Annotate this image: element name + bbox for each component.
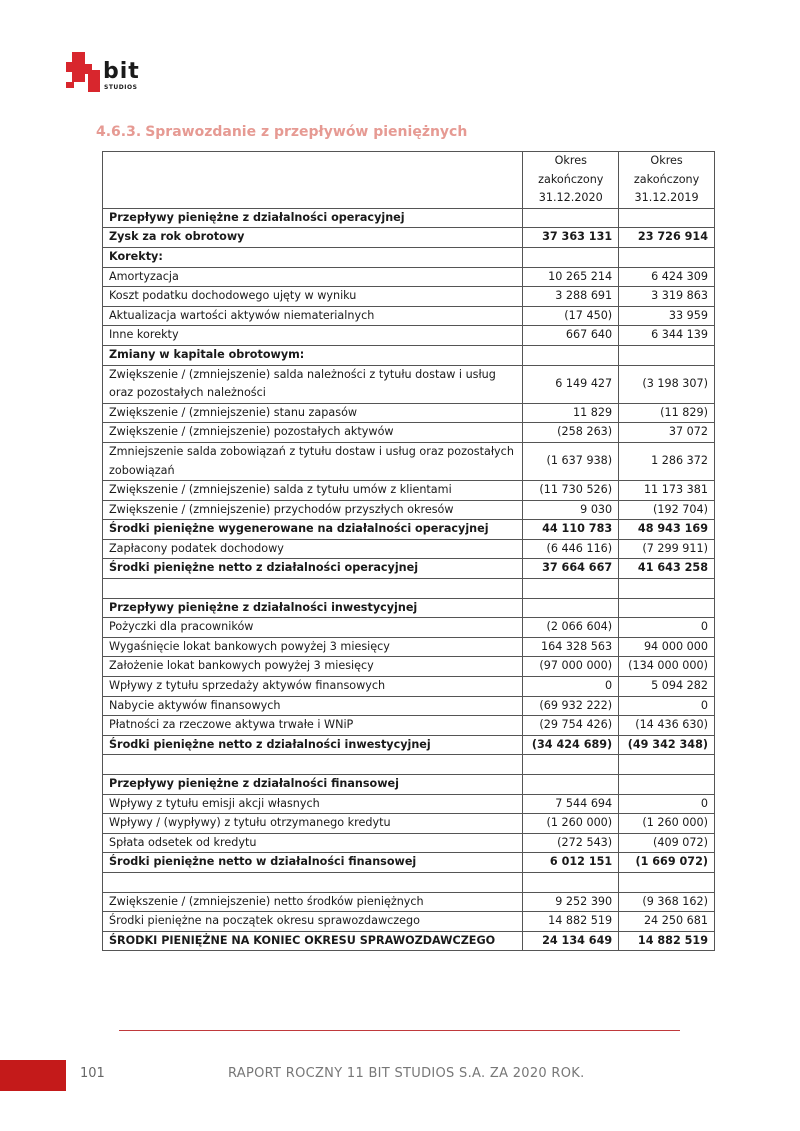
row-label: Przepływy pieniężne z działalności operacyjnej xyxy=(103,208,523,228)
value-2020: 11 829 xyxy=(523,403,619,423)
table-row xyxy=(103,520,715,540)
table-row xyxy=(103,696,715,716)
value-2019: 14 882 519 xyxy=(619,931,715,951)
header-2020 xyxy=(523,152,619,209)
table-row xyxy=(103,755,715,775)
row-label: Wygaśnięcie lokat bankowych powyżej 3 miesięcy xyxy=(103,637,523,657)
value-2019 xyxy=(619,775,715,795)
row-label: Wpływy / (wypływy) z tytułu otrzymanego kredytu xyxy=(103,814,523,834)
value-2020: 6 149 427 xyxy=(523,365,619,403)
value-2019: 3 319 863 xyxy=(619,287,715,307)
row-label: Środki pieniężne na początek okresu sprawozdawczego xyxy=(103,912,523,932)
value-2020: 7 544 694 xyxy=(523,794,619,814)
header-2020-line1: Okres xyxy=(554,154,587,167)
value-2020: 6 012 151 xyxy=(523,853,619,873)
row-label: Zwiększenie / (zmniejszenie) pozostałych aktywów xyxy=(103,423,523,443)
value-2020 xyxy=(523,345,619,365)
value-2020: (1 637 938) xyxy=(523,442,619,480)
value-2019: (49 342 348) xyxy=(619,735,715,755)
value-2020: (11 730 526) xyxy=(523,481,619,501)
table-row xyxy=(103,735,715,755)
value-2020: 14 882 519 xyxy=(523,912,619,932)
table-row xyxy=(103,228,715,248)
table-row xyxy=(103,559,715,579)
value-2020: 37 664 667 xyxy=(523,559,619,579)
row-label: Nabycie aktywów finansowych xyxy=(103,696,523,716)
value-2019 xyxy=(619,598,715,618)
value-2019: (9 368 162) xyxy=(619,892,715,912)
table-row xyxy=(103,931,715,951)
row-label: Korekty: xyxy=(103,247,523,267)
row-label: Środki pieniężne netto z działalności operacyjnej xyxy=(103,559,523,579)
value-2020: 37 363 131 xyxy=(523,228,619,248)
row-label: Wpływy z tytułu sprzedaży aktywów finansowych xyxy=(103,677,523,697)
row-label: Spłata odsetek od kredytu xyxy=(103,833,523,853)
table-row xyxy=(103,247,715,267)
value-2019: (134 000 000) xyxy=(619,657,715,677)
row-label: Założenie lokat bankowych powyżej 3 miesięcy xyxy=(103,657,523,677)
table-row xyxy=(103,365,715,403)
value-2020: 3 288 691 xyxy=(523,287,619,307)
table-row xyxy=(103,872,715,892)
value-2019: 94 000 000 xyxy=(619,637,715,657)
value-2020: (97 000 000) xyxy=(523,657,619,677)
table-row xyxy=(103,677,715,697)
value-2019 xyxy=(619,872,715,892)
row-label: Inne korekty xyxy=(103,326,523,346)
cash-flow-table xyxy=(102,151,715,951)
value-2020: (29 754 426) xyxy=(523,716,619,736)
table-row xyxy=(103,657,715,677)
value-2020: 9 030 xyxy=(523,500,619,520)
row-label: Amortyzacja xyxy=(103,267,523,287)
row-label: Zmiany w kapitale obrotowym: xyxy=(103,345,523,365)
table-row xyxy=(103,423,715,443)
value-2020: (34 424 689) xyxy=(523,735,619,755)
value-2019: 11 173 381 xyxy=(619,481,715,501)
row-label: Koszt podatku dochodowego ujęty w wyniku xyxy=(103,287,523,307)
section-title-text: Sprawozdanie z przepływów pieniężnych xyxy=(145,124,468,140)
value-2019: 1 286 372 xyxy=(619,442,715,480)
row-label: Środki pieniężne wygenerowane na działalności operacyjnej xyxy=(103,520,523,540)
table-body xyxy=(103,208,715,951)
header-2020-line3: 31.12.2020 xyxy=(538,191,603,205)
value-2020: 10 265 214 xyxy=(523,267,619,287)
page-number: 101 xyxy=(80,1066,105,1081)
value-2019: (1 669 072) xyxy=(619,853,715,873)
table-row xyxy=(103,853,715,873)
row-label: Zwiększenie / (zmniejszenie) salda należności z tytułu dostaw i usług oraz pozostałych należności xyxy=(103,365,523,403)
row-label: Aktualizacja wartości aktywów niematerialnych xyxy=(103,306,523,326)
row-label: Środki pieniężne netto w działalności finansowej xyxy=(103,853,523,873)
table-row xyxy=(103,892,715,912)
value-2019: 6 344 139 xyxy=(619,326,715,346)
table-row xyxy=(103,833,715,853)
value-2020 xyxy=(523,579,619,599)
table-row xyxy=(103,208,715,228)
table-row xyxy=(103,267,715,287)
row-label xyxy=(103,579,523,599)
row-label: Zmniejszenie salda zobowiązań z tytułu dostaw i usług oraz pozostałych zobowiązań xyxy=(103,442,523,480)
table-row xyxy=(103,539,715,559)
header-2019-line3: 31.12.2019 xyxy=(634,191,699,205)
value-2019: (3 198 307) xyxy=(619,365,715,403)
section-number: 4.6.3. xyxy=(96,124,142,140)
row-label: ŚRODKI PIENIĘŻNE NA KONIEC OKRESU SPRAWOZDAWCZEGO xyxy=(103,931,523,951)
table-row xyxy=(103,500,715,520)
row-label: Pożyczki dla pracowników xyxy=(103,618,523,638)
footer-divider xyxy=(119,1030,680,1031)
value-2020: (69 932 222) xyxy=(523,696,619,716)
header-2019 xyxy=(619,152,715,209)
row-label: Zwiększenie / (zmniejszenie) salda z tytułu umów z klientami xyxy=(103,481,523,501)
value-2020: 9 252 390 xyxy=(523,892,619,912)
section-title xyxy=(96,124,467,140)
value-2020: 24 134 649 xyxy=(523,931,619,951)
value-2020: 0 xyxy=(523,677,619,697)
value-2019: 41 643 258 xyxy=(619,559,715,579)
value-2019 xyxy=(619,345,715,365)
value-2019 xyxy=(619,755,715,775)
table-row xyxy=(103,306,715,326)
value-2020 xyxy=(523,247,619,267)
row-label xyxy=(103,872,523,892)
table-header-row xyxy=(103,152,715,209)
value-2019: 6 424 309 xyxy=(619,267,715,287)
table-row xyxy=(103,579,715,599)
row-label: Płatności za rzeczowe aktywa trwałe i WNiP xyxy=(103,716,523,736)
value-2020 xyxy=(523,775,619,795)
value-2019: (192 704) xyxy=(619,500,715,520)
value-2019: 0 xyxy=(619,696,715,716)
table-row xyxy=(103,442,715,480)
value-2019: (14 436 630) xyxy=(619,716,715,736)
value-2019: 0 xyxy=(619,794,715,814)
logo-subtext: STUDIOS xyxy=(104,84,138,91)
value-2020 xyxy=(523,208,619,228)
value-2020 xyxy=(523,872,619,892)
value-2019: 37 072 xyxy=(619,423,715,443)
row-label: Zwiększenie / (zmniejszenie) przychodów przyszłych okresów xyxy=(103,500,523,520)
value-2020: (6 446 116) xyxy=(523,539,619,559)
value-2020: (1 260 000) xyxy=(523,814,619,834)
value-2020 xyxy=(523,755,619,775)
row-label: Zwiększenie / (zmniejszenie) stanu zapasów xyxy=(103,403,523,423)
value-2019: (1 260 000) xyxy=(619,814,715,834)
table-row xyxy=(103,814,715,834)
table-row xyxy=(103,481,715,501)
row-label: Wpływy z tytułu emisji akcji własnych xyxy=(103,794,523,814)
value-2020: (2 066 604) xyxy=(523,618,619,638)
value-2020: 44 110 783 xyxy=(523,520,619,540)
header-label-cell xyxy=(103,152,523,209)
row-label: Zysk za rok obrotowy xyxy=(103,228,523,248)
header-2019-line1: Okres xyxy=(650,154,683,167)
table-row xyxy=(103,775,715,795)
value-2020: 164 328 563 xyxy=(523,637,619,657)
table-row xyxy=(103,716,715,736)
value-2019: 33 959 xyxy=(619,306,715,326)
value-2019: (409 072) xyxy=(619,833,715,853)
value-2020: (272 543) xyxy=(523,833,619,853)
value-2019: (11 829) xyxy=(619,403,715,423)
footer-report-title: RAPORT ROCZNY 11 BIT STUDIOS S.A. ZA 2020 ROK. xyxy=(228,1066,585,1081)
table-row xyxy=(103,912,715,932)
value-2019 xyxy=(619,579,715,599)
table-row xyxy=(103,287,715,307)
value-2019 xyxy=(619,208,715,228)
value-2020: (17 450) xyxy=(523,306,619,326)
row-label: Środki pieniężne netto z działalności inwestycyjnej xyxy=(103,735,523,755)
value-2020: 667 640 xyxy=(523,326,619,346)
table-row xyxy=(103,794,715,814)
value-2019: 0 xyxy=(619,618,715,638)
table-row xyxy=(103,598,715,618)
value-2019: 48 943 169 xyxy=(619,520,715,540)
value-2019: 24 250 681 xyxy=(619,912,715,932)
logo-text: bit xyxy=(103,59,140,84)
row-label: Zwiększenie / (zmniejszenie) netto środków pieniężnych xyxy=(103,892,523,912)
table-row xyxy=(103,637,715,657)
table-row xyxy=(103,345,715,365)
value-2019: (7 299 911) xyxy=(619,539,715,559)
row-label xyxy=(103,755,523,775)
value-2020 xyxy=(523,598,619,618)
footer-red-block xyxy=(0,1060,66,1091)
header-2020-line2: zakończony xyxy=(538,172,604,186)
value-2019 xyxy=(619,247,715,267)
row-label: Przepływy pieniężne z działalności inwestycyjnej xyxy=(103,598,523,618)
row-label: Zapłacony podatek dochodowy xyxy=(103,539,523,559)
table-row xyxy=(103,403,715,423)
table-row xyxy=(103,618,715,638)
table-row xyxy=(103,326,715,346)
value-2020: (258 263) xyxy=(523,423,619,443)
header-2019-line2: zakończony xyxy=(633,172,700,186)
value-2019: 5 094 282 xyxy=(619,677,715,697)
value-2019: 23 726 914 xyxy=(619,228,715,248)
row-label: Przepływy pieniężne z działalności finansowej xyxy=(103,775,523,795)
